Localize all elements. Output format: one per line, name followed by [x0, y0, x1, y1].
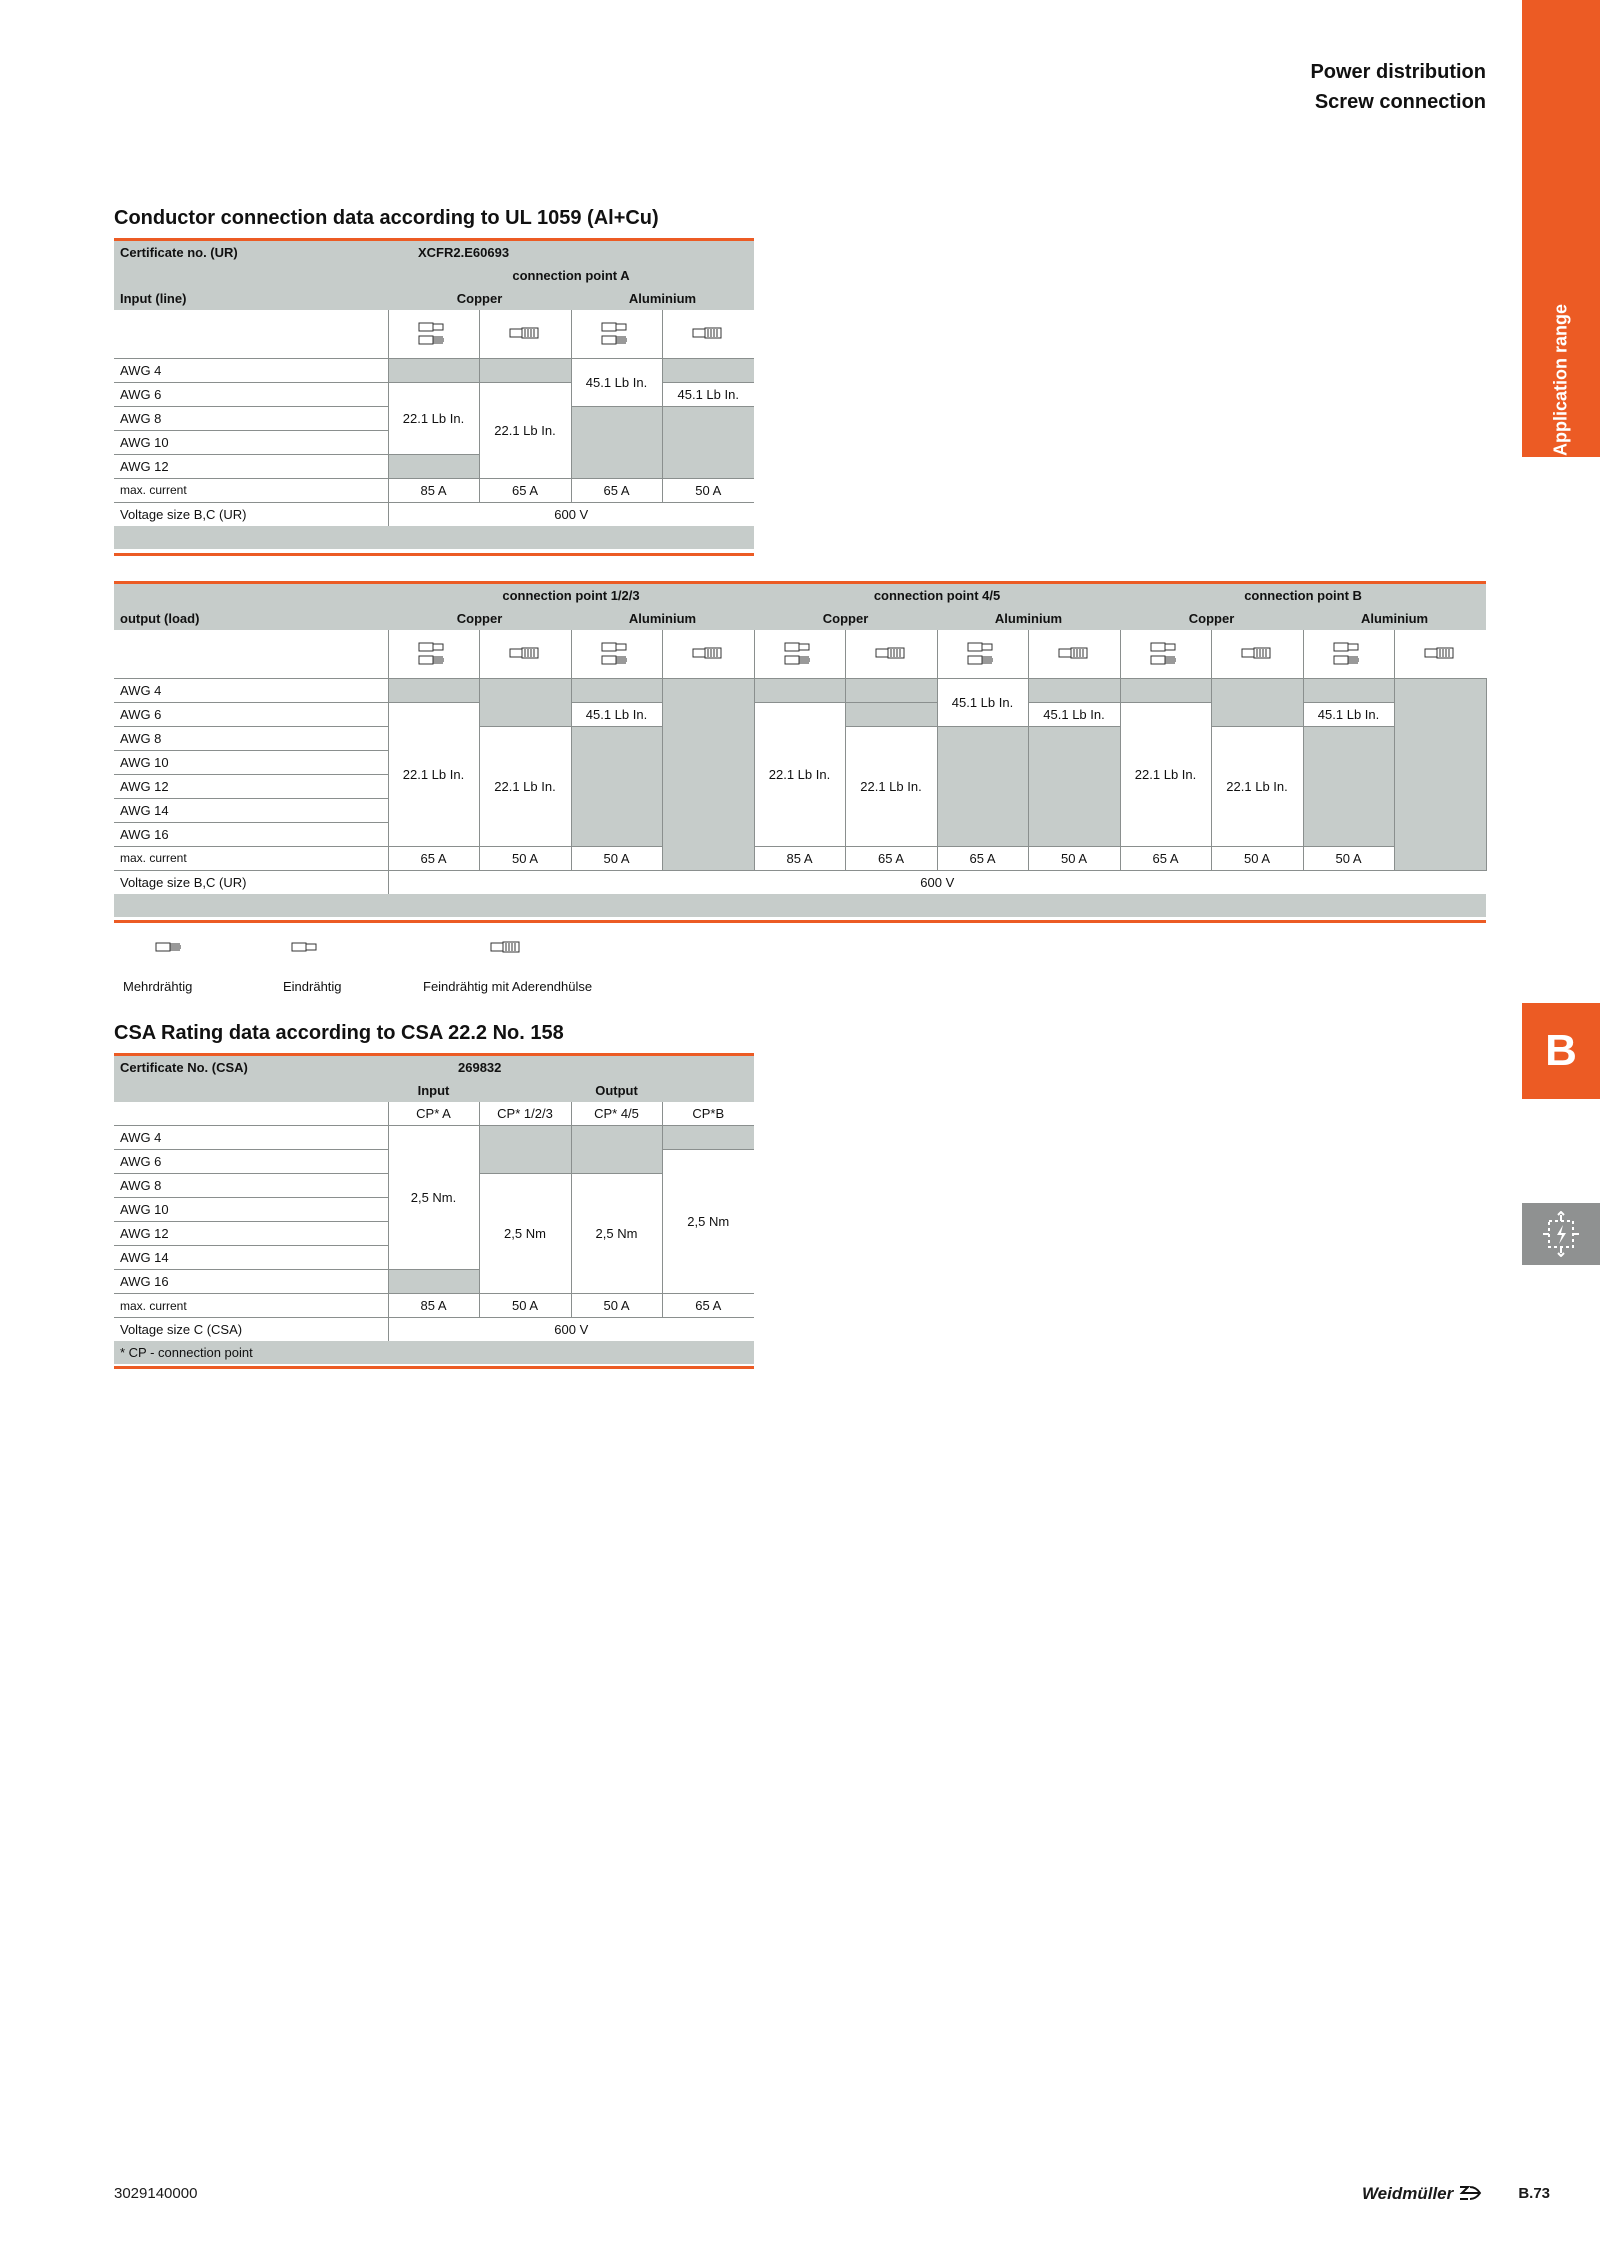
- power-distribution-icon: [1540, 1211, 1582, 1257]
- csa-cert-value: 269832: [458, 1060, 502, 1075]
- awg-label: AWG 12: [114, 454, 388, 478]
- voltage-label: Voltage size B,C (UR): [120, 874, 247, 890]
- solid-legend-icon: [291, 941, 323, 960]
- stranded-solid-conductor-icon: [1303, 630, 1394, 678]
- awg-label: AWG 16: [114, 1270, 388, 1294]
- awg-label: AWG 10: [114, 750, 388, 774]
- csa-bottom-rule: [114, 1366, 754, 1369]
- awg-label: AWG 8: [114, 1174, 388, 1198]
- ul-output-bottom-rule: [114, 920, 1486, 923]
- max-current-value: 65 A: [845, 846, 937, 870]
- fine-stranded-conductor-icon: [1394, 630, 1486, 678]
- copper-header: Copper: [822, 611, 869, 626]
- max-current-value: 50 A: [571, 846, 662, 870]
- awg-label: AWG 4: [114, 358, 388, 382]
- max-current-value: 65 A: [388, 846, 479, 870]
- torque-value: 22.1 Lb In.: [754, 702, 845, 846]
- awg-label: AWG 16: [114, 822, 388, 846]
- page-number: B.73: [1518, 2185, 1550, 2202]
- awg-label: AWG 10: [114, 1198, 388, 1222]
- fine-stranded-conductor-icon: [479, 310, 571, 358]
- fine-stranded-conductor-icon: [479, 630, 571, 678]
- awg-label: AWG 14: [114, 1246, 388, 1270]
- torque-value: 22.1 Lb In.: [479, 726, 571, 846]
- header-line2: Screw connection: [1314, 91, 1486, 113]
- fine-stranded-conductor-icon: [662, 630, 754, 678]
- ul-input-table: [114, 241, 754, 549]
- fine-stranded-conductor-icon: [1028, 630, 1120, 678]
- awg-label: AWG 14: [114, 798, 388, 822]
- brand-logo: [1362, 2184, 1482, 2204]
- input-line-label: Input (line): [120, 291, 187, 306]
- max-current-value: 50 A: [1028, 846, 1120, 870]
- cert-row: [114, 241, 754, 264]
- torque-value: 22.1 Lb In.: [479, 382, 571, 478]
- brand-name: Weidmüller: [1361, 2184, 1454, 2203]
- torque-value: 45.1 Lb In.: [571, 358, 662, 406]
- csa-footnote: * CP - connection point: [120, 1345, 253, 1360]
- connection-point-b-label: connection point B: [1244, 588, 1362, 603]
- torque-value: 2,5 Nm: [662, 1150, 754, 1294]
- csa-input-header: Input: [417, 1083, 450, 1098]
- max-current-label: max. current: [114, 1294, 388, 1318]
- fine-legend-icon: [490, 941, 522, 960]
- torque-value: 22.1 Lb In.: [845, 726, 937, 846]
- application-range-text: Application range: [1550, 303, 1571, 457]
- torque-value: 45.1 Lb In.: [1028, 702, 1120, 726]
- aluminium-header: Aluminium: [994, 611, 1063, 626]
- max-current-value: 65 A: [662, 1294, 754, 1318]
- torque-value: 22.1 Lb In.: [388, 702, 479, 846]
- fine-stranded-conductor-icon: [845, 630, 937, 678]
- max-current-label: max. current: [114, 846, 388, 870]
- awg-label: AWG 8: [114, 726, 388, 750]
- max-current-value: 85 A: [388, 478, 479, 502]
- torque-value: 22.1 Lb In.: [388, 382, 479, 454]
- aluminium-header: Aluminium: [628, 291, 697, 306]
- torque-value: 2,5 Nm: [479, 1174, 571, 1294]
- weidmuller-logo-icon: [1458, 2184, 1482, 2202]
- awg-label: AWG 6: [114, 702, 388, 726]
- voltage-value: 600 V: [388, 502, 754, 526]
- page-header: [1310, 57, 1486, 117]
- max-current-value: 50 A: [479, 1294, 571, 1318]
- cert-value: XCFR2.E60693: [418, 245, 510, 260]
- max-current-value: 50 A: [1211, 846, 1303, 870]
- stranded-legend-icon: [155, 941, 187, 960]
- connection-point-1-2-3-label: connection point 1/2/3: [502, 588, 640, 603]
- max-current-value: 50 A: [479, 846, 571, 870]
- csa-table: [114, 1056, 754, 1364]
- aluminium-header: Aluminium: [628, 611, 697, 626]
- aluminium-header: Aluminium: [1360, 611, 1429, 626]
- voltage-label: Voltage size B,C (UR): [120, 506, 247, 522]
- connection-point-4-5-label: connection point 4/5: [873, 588, 1001, 603]
- csa-col-header: CP* 1/2/3: [479, 1102, 571, 1126]
- torque-value: 45.1 Lb In.: [937, 678, 1028, 726]
- torque-value: 45.1 Lb In.: [662, 382, 754, 406]
- copper-header: Copper: [1188, 611, 1235, 626]
- power-distribution-tab[interactable]: [1522, 1203, 1600, 1265]
- csa-output-header: Output: [595, 1083, 638, 1098]
- cert-label: Certificate no. (UR): [120, 245, 238, 260]
- csa-col-header: CP*B: [662, 1102, 754, 1126]
- stranded-solid-conductor-icon: [388, 630, 479, 678]
- max-current-value: 85 A: [388, 1294, 479, 1318]
- max-current-value: 65 A: [1120, 846, 1211, 870]
- fine-stranded-conductor-icon: [662, 310, 754, 358]
- awg-label: AWG 10: [114, 430, 388, 454]
- ul-input-bottom-rule: [114, 553, 754, 556]
- csa-title: CSA Rating data according to CSA 22.2 No. 158: [114, 1022, 564, 1044]
- torque-value: 45.1 Lb In.: [571, 702, 662, 726]
- legend-solid: Eindrähtig: [283, 979, 342, 994]
- csa-col-header: CP* A: [388, 1102, 479, 1126]
- max-current-value: 50 A: [662, 478, 754, 502]
- max-current-value: 50 A: [571, 1294, 662, 1318]
- csa-col-header: CP* 4/5: [571, 1102, 662, 1126]
- max-current-value: 85 A: [754, 846, 845, 870]
- header-line1: Power distribution: [1310, 61, 1486, 83]
- stranded-solid-conductor-icon: [388, 310, 479, 358]
- awg-label: AWG 12: [114, 774, 388, 798]
- fine-stranded-conductor-icon: [1211, 630, 1303, 678]
- awg-label: AWG 4: [114, 678, 388, 702]
- csa-cert-label: Certificate No. (CSA): [120, 1060, 248, 1075]
- awg-label: AWG 6: [114, 1150, 388, 1174]
- max-current-value: 65 A: [571, 478, 662, 502]
- torque-value: 22.1 Lb In.: [1120, 702, 1211, 846]
- awg-label: AWG 12: [114, 1222, 388, 1246]
- awg-label: AWG 6: [114, 382, 388, 406]
- connection-point-a-label: connection point A: [512, 268, 630, 283]
- stranded-solid-conductor-icon: [1120, 630, 1211, 678]
- max-current-label: max. current: [114, 478, 388, 502]
- torque-value: 45.1 Lb In.: [1303, 702, 1394, 726]
- awg-label: AWG 4: [114, 1126, 388, 1150]
- copper-header: Copper: [456, 611, 503, 626]
- stranded-solid-conductor-icon: [571, 310, 662, 358]
- torque-value: 22.1 Lb In.: [1211, 726, 1303, 846]
- torque-value: 2,5 Nm: [571, 1174, 662, 1294]
- legend-fine: Feindrähtig mit Aderendhülse: [423, 979, 593, 994]
- torque-value: 2,5 Nm.: [388, 1126, 479, 1270]
- stranded-solid-conductor-icon: [754, 630, 845, 678]
- awg-label: AWG 8: [114, 406, 388, 430]
- ul-output-table: [114, 584, 1487, 917]
- section-b-tab[interactable]: B: [1522, 1003, 1600, 1099]
- part-number: 3029140000: [114, 2185, 198, 2202]
- ul-input-title: Conductor connection data according to UL 1059 (Al+Cu): [114, 207, 659, 229]
- copper-header: Copper: [456, 291, 503, 306]
- voltage-label: Voltage size C (CSA): [120, 1322, 243, 1337]
- max-current-value: 65 A: [937, 846, 1028, 870]
- stranded-solid-conductor-icon: [571, 630, 662, 678]
- legend-stranded: Mehrdrähtig: [123, 979, 193, 994]
- voltage-value: 600 V: [388, 1318, 754, 1342]
- stranded-solid-conductor-icon: [937, 630, 1028, 678]
- max-current-value: 65 A: [479, 478, 571, 502]
- output-load-label: output (load): [120, 611, 200, 626]
- max-current-value: 50 A: [1303, 846, 1394, 870]
- voltage-value: 600 V: [388, 870, 1486, 894]
